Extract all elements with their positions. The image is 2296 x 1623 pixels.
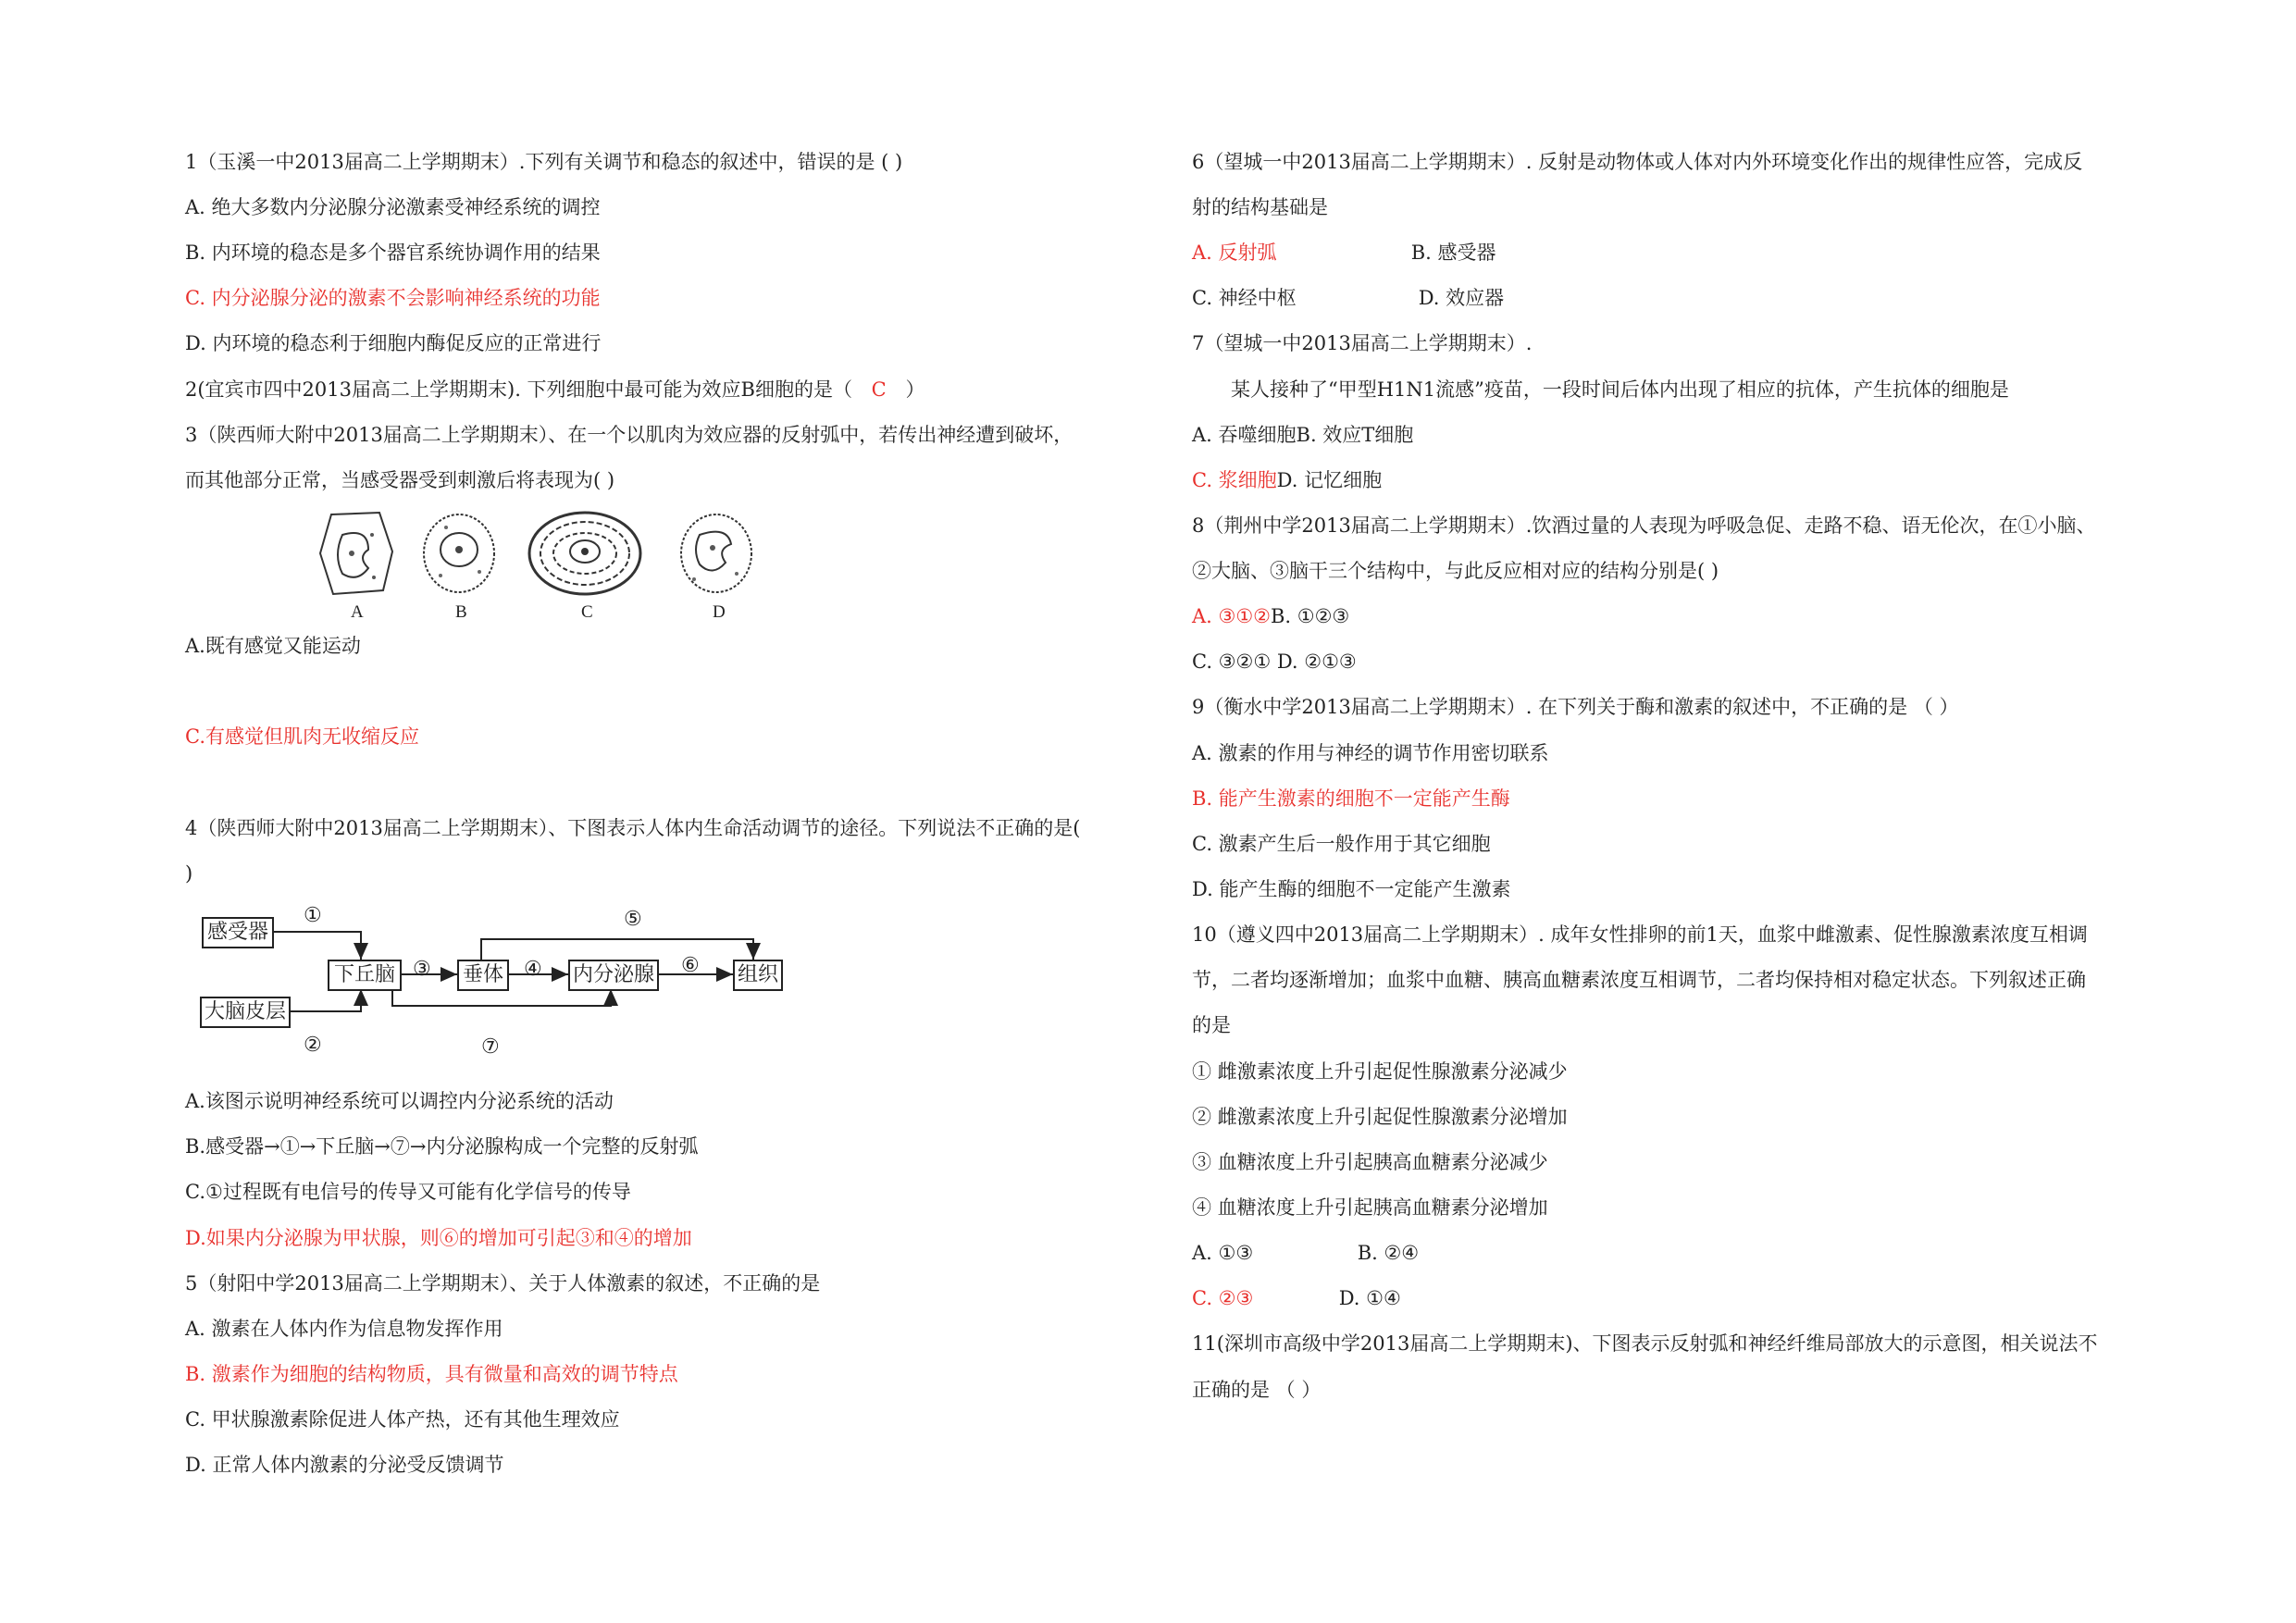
flow-box-cortex: 大脑皮层	[200, 997, 291, 1028]
q3-option-a: A.既有感觉又能运动	[185, 635, 361, 657]
q7-option-c-answer: C. 浆细胞	[1192, 469, 1277, 491]
cell-label-b: B	[455, 602, 467, 622]
q10-option-a: A. ①③	[1192, 1242, 1254, 1264]
flow-box-receptor: 感受器	[202, 917, 274, 948]
q5-option-d: D. 正常人体内激素的分泌受反馈调节	[185, 1454, 504, 1476]
q1-option-c-answer: C. 内分泌腺分泌的激素不会影响神经系统的功能	[185, 287, 601, 309]
q8-stem-line1: 8（荆州中学2013届高二上学期期末）.饮酒过量的人表现为呼吸急促、走路不稳、语无伦次，在①小脑、	[1192, 514, 2096, 537]
q2-stem	[185, 376, 925, 403]
q10-option-c-answer: C. ②③	[1192, 1287, 1254, 1309]
flow-num-3: ③	[413, 958, 431, 981]
cell-label-a: A	[351, 602, 364, 622]
cell-label-d: D	[713, 602, 726, 622]
q10-statement-1: ① 雌激素浓度上升引起促性腺激素分泌减少	[1192, 1060, 1568, 1083]
q7-options-ab: A. 吞噬细胞B. 效应T细胞	[1192, 424, 1414, 446]
q9-option-d: D. 能产生酶的细胞不一定能产生激素	[1192, 878, 1511, 900]
q4-option-b: B.感受器→①→下丘脑→⑦→内分泌腺构成一个完整的反射弧	[185, 1135, 699, 1158]
q3-stem-line2: 而其他部分正常，当感受器受到刺激后将表现为( )	[185, 469, 615, 491]
flow-box-hypothalamus: 下丘脑	[328, 960, 402, 991]
flow-num-2: ②	[304, 1034, 322, 1057]
q10-stem-line2: 节，二者均逐渐增加；血浆中血糖、胰高血糖素浓度互相调节，二者均保持相对稳定状态。下列叙述正确	[1192, 969, 2086, 991]
cell-figure	[315, 507, 907, 627]
q7-options-cd	[1192, 466, 1382, 494]
flow-box-endocrine-gland: 内分泌腺	[568, 960, 659, 991]
q8-option-b: B. ①②③	[1271, 605, 1350, 627]
q10-stem-line3: 的是	[1192, 1014, 1231, 1036]
cell-d-illustration	[676, 507, 759, 600]
q1-option-b: B. 内环境的稳态是多个器官系统协调作用的结果	[185, 242, 601, 264]
q10-option-d: D. ①④	[1338, 1287, 1401, 1309]
q3-stem-line1: 3（陕西师大附中2013届高二上学期期末）、在一个以肌肉为效应器的反射弧中，若传出神经遭到破坏，	[185, 424, 1074, 446]
cell-a-illustration	[315, 507, 398, 600]
q6-stem-line1: 6（望城一中2013届高二上学期期末）. 反射是动物体或人体对内外环境变化作出的规律性应答，完成反	[1192, 151, 2083, 173]
q2-close: ）	[905, 378, 925, 401]
q6-options-ab	[1192, 239, 1496, 266]
flow-num-6: ⑥	[681, 954, 700, 977]
q10-options-cd	[1192, 1284, 1401, 1312]
q2-stem-text: 2(宜宾市四中2013届高二上学期期末). 下列细胞中最可能为效应B细胞的是（	[185, 378, 852, 401]
flow-num-7: ⑦	[481, 1035, 500, 1059]
q5-option-c: C. 甲状腺激素除促进人体产热，还有其他生理效应	[185, 1408, 620, 1431]
q6-option-c: C. 神经中枢	[1192, 287, 1297, 309]
q10-statement-2: ② 雌激素浓度上升引起促性腺激素分泌增加	[1192, 1106, 1568, 1128]
q6-options-cd	[1192, 284, 1504, 312]
q6-option-a-answer: A. 反射弧	[1192, 242, 1277, 264]
q4-option-a: A.该图示说明神经系统可以调控内分泌系统的活动	[185, 1090, 614, 1112]
flow-box-pituitary: 垂体	[457, 960, 509, 991]
cell-label-c: C	[581, 602, 593, 622]
q6-option-b: B. 感受器	[1410, 242, 1496, 264]
q2-answer: C	[871, 378, 887, 401]
cell-c-illustration	[526, 507, 646, 600]
q11-stem-line1: 11(深圳市高级中学2013届高二上学期期末)、下图表示反射弧和神经纤维局部放大的示意图，相关说法不	[1192, 1332, 2098, 1355]
q9-stem: 9（衡水中学2013届高二上学期期末）. 在下列关于酶和激素的叙述中，不正确的是 （ ）	[1192, 696, 1959, 718]
cell-b-illustration	[418, 507, 502, 600]
q7-option-d: D. 记忆细胞	[1276, 469, 1383, 491]
q4-stem-line2: )	[185, 862, 193, 885]
q4-option-d-answer: D.如果内分泌腺为甲状腺，则⑥的增加可引起③和④的增加	[185, 1227, 692, 1249]
q8-stem-line2: ②大脑、③脑干三个结构中，与此反应相对应的结构分别是( )	[1192, 560, 1719, 582]
q10-statement-3: ③ 血糖浓度上升引起胰高血糖素分泌减少	[1192, 1151, 1548, 1173]
q4-stem-line1: 4（陕西师大附中2013届高二上学期期末）、下图表示人体内生命活动调节的途径。下列说法不正确的是(	[185, 817, 1081, 839]
q10-options-ab	[1192, 1239, 1419, 1267]
q10-option-b: B. ②④	[1357, 1242, 1420, 1264]
q1-stem: 1（玉溪一中2013届高二上学期期末）.下列有关调节和稳态的叙述中，错误的是 ( )	[185, 151, 903, 173]
q3-option-c-answer: C.有感觉但肌肉无收缩反应	[185, 725, 419, 748]
q11-stem-line2: 正确的是 （ ）	[1192, 1379, 1322, 1401]
q8-option-a-answer: A. ③①②	[1192, 605, 1271, 627]
flow-num-1: ①	[304, 904, 322, 927]
q1-option-d: D. 内环境的稳态利于细胞内酶促反应的正常进行	[185, 332, 602, 354]
q5-option-b-answer: B. 激素作为细胞的结构物质，具有微量和高效的调节特点	[185, 1363, 678, 1385]
q10-stem-line1: 10（遵义四中2013届高二上学期期末）. 成年女性排卵的前1天，血浆中雌激素、促性腺激素浓度互相调	[1192, 923, 2088, 946]
q7-body: 某人接种了“甲型H1N1流感”疫苗，一段时间后体内出现了相应的抗体，产生抗体的细胞是	[1231, 378, 2009, 401]
flow-num-4: ④	[524, 958, 542, 981]
q9-option-c: C. 激素产生后一般作用于其它细胞	[1192, 833, 1491, 855]
q5-stem: 5（射阳中学2013届高二上学期期末）、关于人体激素的叙述，不正确的是	[185, 1272, 821, 1295]
q8-options-cd: C. ③②① D. ②①③	[1192, 650, 1357, 673]
flow-num-5: ⑤	[624, 908, 642, 931]
q8-options-ab	[1192, 602, 1349, 630]
q10-statement-4: ④ 血糖浓度上升引起胰高血糖素分泌增加	[1192, 1196, 1548, 1219]
regulation-flow-diagram	[185, 902, 814, 1069]
flow-box-tissue: 组织	[733, 960, 783, 991]
q6-option-d: D. 效应器	[1418, 287, 1505, 309]
q4-option-c: C.①过程既有电信号的传导又可能有化学信号的传导	[185, 1181, 631, 1203]
q9-option-a: A. 激素的作用与神经的调节作用密切联系	[1192, 742, 1549, 764]
q9-option-b-answer: B. 能产生激素的细胞不一定能产生酶	[1192, 787, 1510, 810]
q5-option-a: A. 激素在人体内作为信息物发挥作用	[185, 1318, 503, 1340]
q6-stem-line2: 射的结构基础是	[1192, 196, 1328, 218]
q1-option-a: A. 绝大多数内分泌腺分泌激素受神经系统的调控	[185, 196, 601, 218]
q7-stem: 7（望城一中2013届高二上学期期末）.	[1192, 332, 1533, 354]
